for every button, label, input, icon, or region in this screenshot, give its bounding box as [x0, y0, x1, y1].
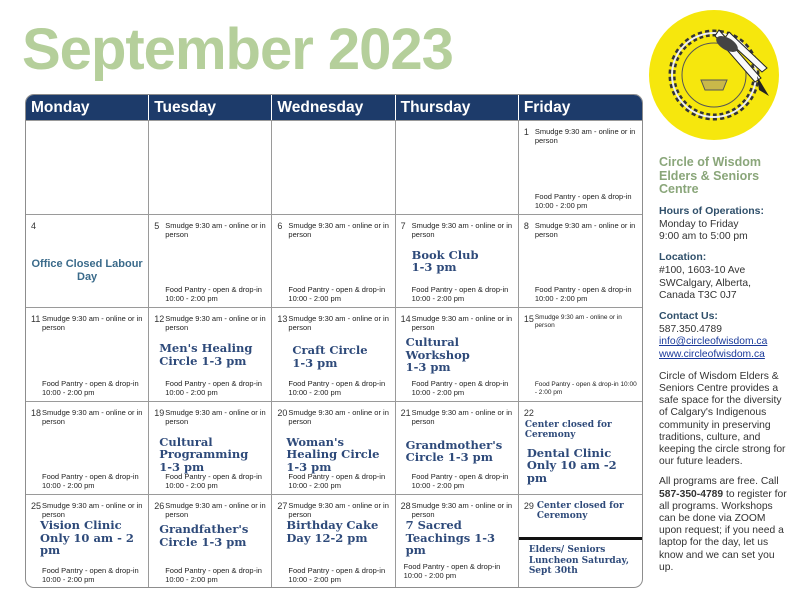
- day-number: 6: [277, 220, 283, 231]
- day-cell: [396, 215, 519, 308]
- address-line-2: SWCalgary, Alberta,: [659, 277, 751, 289]
- day-number: 22: [523, 407, 534, 418]
- organization-name: Circle of Wisdom Elders & Seniors Centre: [659, 155, 761, 196]
- event-vision-clinic: Vision Clinic Only 10 am - 2 pm: [40, 518, 134, 558]
- day-number: 29: [523, 501, 534, 512]
- day-cell: [519, 308, 642, 401]
- day-cell-empty: [26, 121, 149, 214]
- event-craft-circle: Craft Circle 1-3 pm: [292, 343, 368, 370]
- phone-number: 587.350.4789: [659, 324, 722, 336]
- center-closed-note: Center closed for Ceremony: [536, 501, 624, 522]
- calendar-week: [26, 120, 642, 214]
- page-title: September 2023: [22, 17, 453, 82]
- calendar-week: [26, 494, 642, 588]
- day-cell: [149, 308, 272, 401]
- day-number: 25: [31, 501, 42, 512]
- food-pantry-note: Food Pantry - open & drop-in 10:00 - 2:00 pm: [165, 472, 262, 491]
- day-number: 14: [400, 314, 411, 325]
- day-number: 5: [154, 220, 160, 231]
- smudge-note: Smudge 9:30 am - online or in person: [165, 407, 266, 426]
- hours-label: Hours of Operations:: [659, 204, 765, 217]
- food-pantry-note: Food Pantry - open & drop-in 10:00 - 2:00 pm: [42, 472, 139, 491]
- hours-days: Monday to Friday: [659, 218, 739, 230]
- day-cell: [149, 402, 272, 495]
- day-number: 19: [154, 407, 165, 418]
- event-womans-healing-circle: Woman's Healing Circle 1-3 pm: [286, 434, 380, 474]
- contact-section: [659, 310, 787, 361]
- header-tuesday: Tuesday: [149, 95, 272, 120]
- smudge-note: Smudge 9:30 am - online or in person: [411, 314, 513, 333]
- address-line-1: #100, 1603-10 Ave: [659, 265, 746, 277]
- smudge-note: Smudge 9:30 am - online or in person: [411, 501, 513, 520]
- day-number: 11: [31, 314, 41, 325]
- calendar-week: [26, 401, 642, 495]
- day-cell: [26, 308, 149, 401]
- day-number: 21: [400, 407, 411, 418]
- smudge-note: Smudge 9:30 am - online or in person: [288, 220, 389, 239]
- header-wednesday: Wednesday: [272, 95, 395, 120]
- day-number: 26: [154, 501, 165, 512]
- day-cell: [26, 215, 149, 308]
- day-cell: [396, 308, 519, 401]
- day-cell: [519, 215, 642, 308]
- day-cell: [396, 402, 519, 495]
- day-cell: [26, 402, 149, 495]
- day-number: 8: [523, 220, 529, 231]
- location-section: [659, 251, 787, 302]
- food-pantry-note: Food Pantry - open & drop-in 10:00 - 2:00 pm: [411, 378, 509, 397]
- food-pantry-note: Food Pantry - open & drop-in 10:00 - 2:00 pm: [534, 380, 637, 396]
- day-number: 20: [277, 407, 288, 418]
- calendar-grid: [25, 94, 643, 588]
- food-pantry-note: Food Pantry - open & drop-in 10:00 - 2:00 pm: [165, 378, 262, 397]
- organization-logo: [649, 10, 779, 140]
- day-number: 28: [400, 501, 411, 512]
- calendar-header: [26, 95, 642, 120]
- info-sidebar: [659, 156, 787, 574]
- food-pantry-note: Food Pantry - open & drop-in 10:00 - 2:00 pm: [288, 378, 386, 397]
- food-pantry-note: Food Pantry - open & drop-in 10:00 - 2:00 pm: [42, 565, 139, 584]
- day-number: 15: [523, 314, 534, 325]
- event-elders-luncheon: Elders/ Seniors Luncheon Saturday, Sept 30th: [528, 545, 630, 577]
- smudge-note: Smudge 9:30 am - online or in person: [42, 501, 143, 520]
- food-pantry-note: Food Pantry - open & drop-in 10:00 - 2:00 pm: [534, 285, 632, 304]
- location-label: Location:: [659, 251, 707, 264]
- programs-note-text-2: to register for all programs. Workshops can be done via ZOOM upon request; if you need a laptop for the day, let us know and we can set you up.: [659, 488, 787, 573]
- mission-statement: Circle of Wisdom Elders & Seniors Centre provides a safe space for the diversity of Calgary's Indigenous community in preserving traditions, culture, and keeping the circle strong for our future leaders.: [659, 370, 786, 468]
- smudge-note: Smudge 9:30 am - online or in person: [165, 314, 266, 333]
- divider-line: [519, 537, 642, 540]
- day-cell: [272, 495, 395, 588]
- day-cell: [272, 402, 395, 495]
- event-mens-healing-circle: Men's Healing Circle 1-3 pm: [159, 341, 253, 368]
- day-number: 12: [154, 314, 165, 325]
- food-pantry-note: Food Pantry - open & drop-in 10:00 - 2:00 pm: [288, 285, 386, 304]
- day-number: 13: [277, 314, 288, 325]
- day-cell: [149, 495, 272, 588]
- event-cultural-programming: Cultural Programming 1-3 pm: [159, 434, 249, 474]
- website-link[interactable]: www.circleofwisdom.ca: [659, 348, 765, 360]
- day-cell: [272, 215, 395, 308]
- day-cell: [519, 121, 642, 214]
- event-cultural-workshop: Cultural Workshop 1-3 pm: [405, 335, 470, 375]
- email-link[interactable]: info@circleofwisdom.ca: [659, 336, 768, 348]
- food-pantry-note: Food Pantry - open & drop-in 10:00 - 2:00 pm: [165, 565, 262, 584]
- event-book-club: Book Club 1-3 pm: [411, 247, 479, 275]
- event-7-sacred-teachings: 7 Sacred Teachings 1-3 pm: [405, 518, 496, 558]
- smudge-note: Smudge 9:30 am - online or in person: [42, 407, 143, 426]
- day-number: 7: [400, 220, 406, 231]
- day-cell: [149, 215, 272, 308]
- smudge-note: Smudge 9:30 am - online or in person: [534, 220, 636, 239]
- smudge-note: Smudge 9:30 am - online or in person: [411, 407, 513, 426]
- programs-note-phone: 587-350-4789: [659, 488, 724, 500]
- event-dental-clinic: Dental Clinic Only 10 am -2 pm: [526, 445, 617, 485]
- day-cell: [396, 495, 519, 588]
- day-cell: [519, 402, 642, 495]
- day-number: 27: [277, 501, 288, 512]
- programs-note-text-1: All programs are free. Call: [659, 476, 779, 488]
- smudge-note: Smudge 9:30 am - online or in person: [42, 314, 143, 333]
- programs-note: [659, 476, 787, 574]
- office-closed-note: Office Closed Labour Day: [31, 257, 143, 283]
- smudge-note: Smudge 9:30 am - online or in person: [288, 407, 389, 426]
- day-number: 18: [31, 407, 42, 418]
- day-cell-empty: [272, 121, 395, 214]
- address-line-3: Canada T3C 0J7: [659, 289, 737, 301]
- day-number: 4: [31, 220, 37, 231]
- calendar-week: [26, 307, 642, 401]
- calendar-week: [26, 214, 642, 308]
- food-pantry-note: Food Pantry - open & drop-in 10:00 - 2:00 pm: [288, 565, 386, 584]
- food-pantry-note: Food Pantry - open & drop-in 10:00 - 2:00 pm: [288, 472, 386, 491]
- event-birthday-cake-day: Birthday Cake Day 12-2 pm: [286, 518, 379, 545]
- food-pantry-note: Food Pantry - open & drop-in 10:00 - 2:00 pm: [165, 285, 262, 304]
- smudge-note: Smudge 9:30 am - online or in person: [288, 501, 389, 520]
- day-cell-empty: [149, 121, 272, 214]
- day-number: 1: [523, 127, 529, 137]
- event-grandmothers-circle: Grandmother's Circle 1-3 pm: [405, 437, 503, 465]
- hours-section: [659, 205, 787, 244]
- smudge-note: Smudge 9:30 am - online or in person: [165, 220, 266, 239]
- smudge-note: Smudge 9:30 am - online or in person: [288, 314, 389, 333]
- event-grandfathers-circle: Grandfather's Circle 1-3 pm: [159, 522, 249, 549]
- contact-label: Contact Us:: [659, 309, 718, 322]
- food-pantry-note: Food Pantry - open & drop-in 10:00 - 2:00 pm: [411, 472, 509, 491]
- smudge-note: Smudge 9:30 am - online or in person: [411, 220, 513, 239]
- day-cell: [272, 308, 395, 401]
- day-cell-empty: [396, 121, 519, 214]
- food-pantry-note: Food Pantry - open & drop-in 10:00 - 2:00 pm: [534, 191, 632, 210]
- header-friday: Friday: [523, 99, 571, 116]
- header-thursday: Thursday: [396, 95, 519, 120]
- food-pantry-note: Food Pantry - open & drop-in 10:00 - 2:00 pm: [403, 561, 501, 580]
- smudge-note: Smudge 9:30 am - online or in person: [165, 501, 266, 520]
- food-pantry-note: Food Pantry - open & drop-in 10:00 - 2:00 pm: [411, 285, 509, 304]
- smudge-note: Smudge 9:30 am - online or in person: [534, 127, 636, 145]
- day-cell: [26, 495, 149, 588]
- day-cell: [519, 495, 642, 588]
- center-closed-note: Center closed for Ceremony: [524, 419, 612, 440]
- header-monday: Monday: [26, 95, 149, 120]
- smudge-note: Smudge 9:30 am - online or in person: [534, 314, 622, 330]
- hours-time: 9:00 am to 5:00 pm: [659, 230, 748, 242]
- food-pantry-note: Food Pantry - open & drop-in 10:00 - 2:00 pm: [42, 378, 139, 397]
